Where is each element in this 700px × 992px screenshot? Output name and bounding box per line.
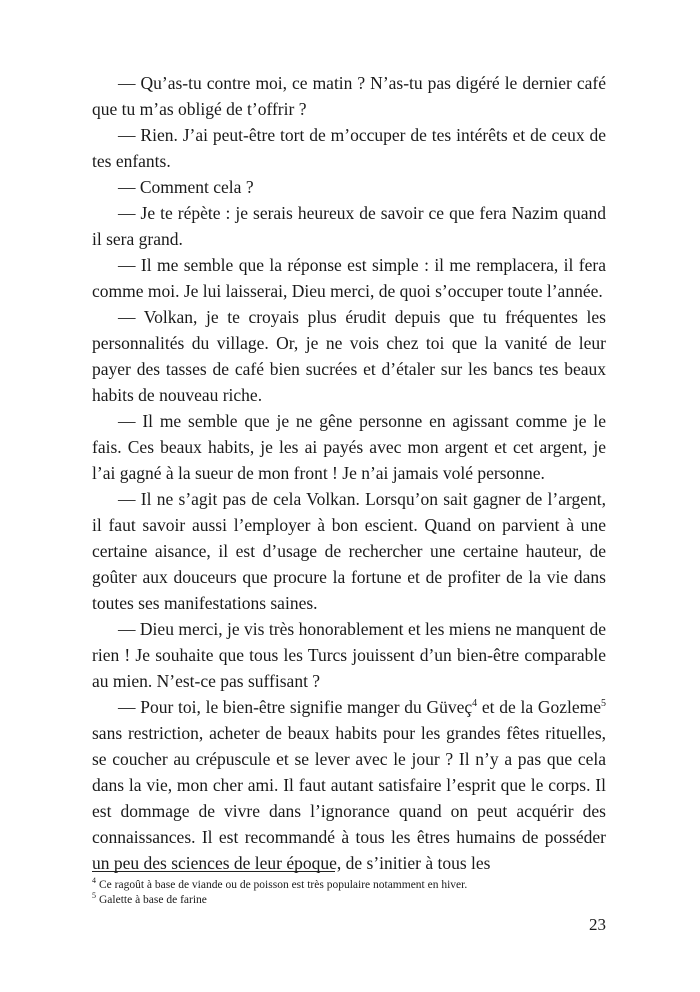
footnote-divider bbox=[92, 871, 335, 872]
paragraph-text: et de la Gozleme bbox=[477, 697, 601, 717]
footnote-text: Galette à base de farine bbox=[99, 894, 207, 906]
paragraph-text: — Pour toi, le bien-être signifie manger du Güveç bbox=[118, 697, 473, 717]
footnote-reference[interactable]: 5 bbox=[601, 698, 606, 710]
body-text bbox=[92, 70, 606, 876]
footnote-number: 5 bbox=[92, 891, 96, 901]
paragraph-with-footnotes bbox=[92, 694, 606, 876]
page-number: 23 bbox=[589, 915, 606, 934]
paragraph: — Dieu merci, je vis très honorablement et les miens ne manquent de rien ! Je souhaite que tous les Turcs jouissent d’un bien-être comparable au mien. N’est-ce pas suffisant ? bbox=[92, 619, 606, 691]
footnote bbox=[92, 893, 606, 908]
paragraph: — Volkan, je te croyais plus érudit depuis que tu fréquentes les personnalités du village. Or, je ne vois chez toi que la vanité de leur payer des tasses de café bien sucrées et d’étaler sur les bancs tes beaux habits de nouveau riche. bbox=[92, 307, 606, 405]
paragraph: — Rien. J’ai peut-être tort de m’occuper de tes intérêts et de ceux de tes enfants. bbox=[92, 125, 606, 171]
footnotes bbox=[92, 878, 606, 908]
footnote-text: Ce ragoût à base de viande ou de poisson est très populaire notamment en hiver. bbox=[99, 879, 468, 891]
paragraph: — Comment cela ? bbox=[118, 177, 254, 197]
paragraph-text: sans restriction, acheter de beaux habits pour les grandes fêtes rituelles, se coucher au crépuscule et se lever avec le jour ? Il n’y a pas que cela dans la vie, mon cher ami. Il faut autant satisfaire l’esprit que le corps. Il est dommage de vivre dans l’ignorance quand on peut acquérir des connaissances. Il est recommandé à tous les êtres humains de posséder un peu des sciences de leur époque, de s’initier à tous les bbox=[92, 723, 606, 873]
footnote-reference[interactable]: 4 bbox=[472, 698, 478, 710]
footnote bbox=[92, 878, 606, 893]
paragraph: — Il me semble que la réponse est simple : il me remplacera, il fera comme moi. Je lui laisserai, Dieu merci, de quoi s’occuper toute l’année. bbox=[92, 255, 606, 301]
paragraph: — Il ne s’agit pas de cela Volkan. Lorsqu’on sait gagner de l’argent, il faut savoir aussi l’employer à bon escient. Quand on parvient à une certaine aisance, il est d’usage de rechercher une certaine hauteur, de goûter aux douceurs que procure la fortune et de profiter de la vie dans toutes ses manifestations saines. bbox=[92, 489, 606, 613]
paragraph: — Qu’as-tu contre moi, ce matin ? N’as-tu pas digéré le dernier café que tu m’as obligé de t’offrir ? bbox=[92, 73, 606, 119]
paragraph: — Il me semble que je ne gêne personne en agissant comme je le fais. Ces beaux habits, je les ai payés avec mon argent et cet argent, je l’ai gagné à la sueur de mon front ! Je n’ai jamais volé personne. bbox=[92, 411, 606, 483]
footnote-number: 4 bbox=[92, 876, 96, 886]
paragraph: — Je te répète : je serais heureux de savoir ce que fera Nazim quand il sera grand. bbox=[92, 203, 606, 249]
